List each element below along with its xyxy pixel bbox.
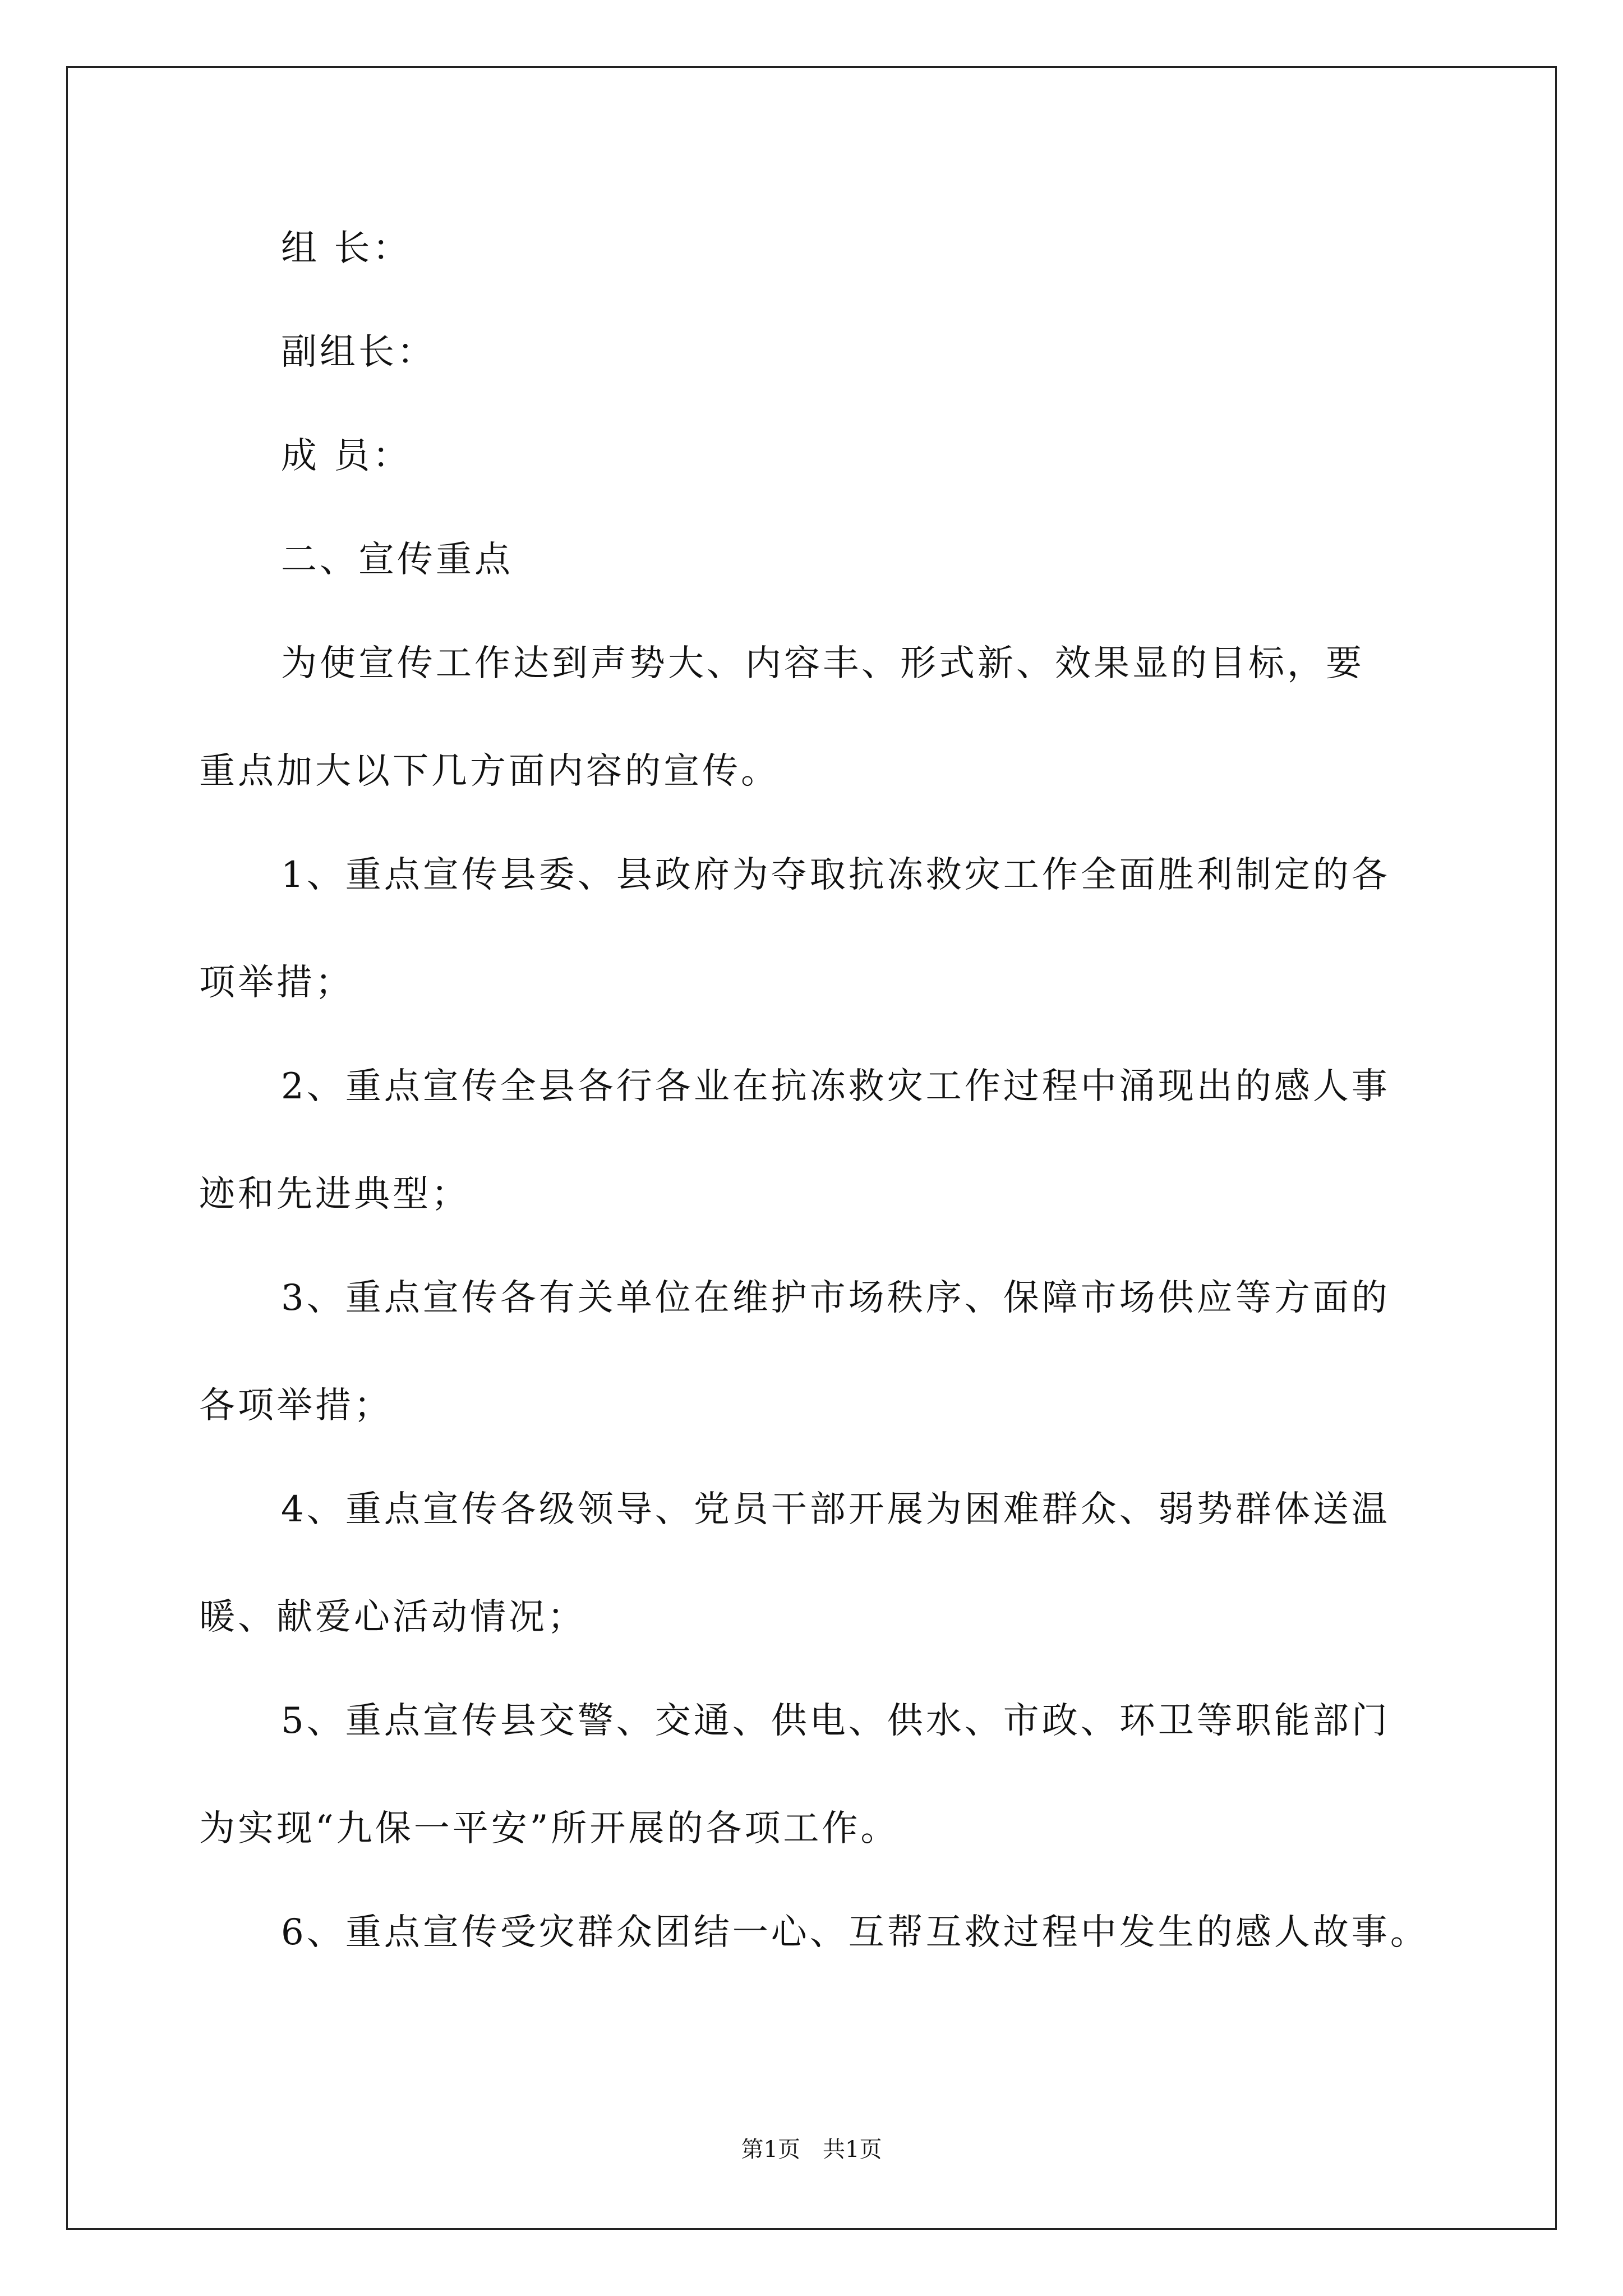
paragraph-line: 重点加大以下几方面内容的宣传。 [199, 751, 780, 792]
deputy-leader-label: 副组长： [281, 332, 436, 373]
list-item-2-line: 2、重点宣传全县各行各业在抗冻救灾工作过程中涌现出的感人事 [281, 1066, 1390, 1107]
members-label: 成 员： [281, 435, 412, 477]
list-item-1-line: 项举措； [199, 962, 354, 1004]
list-item-6-line: 6、重点宣传受灾群众团结一心、互帮互救过程中发生的感人故事。 [281, 1912, 1429, 1953]
section-heading: 二、宣传重点 [281, 539, 513, 581]
list-item-1-line: 1、重点宣传县委、县政府为夺取抗冻救灾工作全面胜利制定的各 [281, 854, 1390, 896]
list-item-5-line: 5、重点宣传县交警、交通、供电、供水、市政、环卫等职能部门 [281, 1700, 1390, 1742]
page-total: 共1页 [823, 2137, 882, 2162]
leader-label: 组 长： [281, 228, 412, 269]
list-item-2-line: 迹和先进典型； [199, 1174, 470, 1215]
list-item-3-line: 3、重点宣传各有关单位在维护市场秩序、保障市场供应等方面的 [281, 1277, 1390, 1319]
list-item-4-line: 暖、献爱心活动情况； [199, 1596, 586, 1638]
list-item-5-line: 为实现“九保一平安”所开展的各项工作。 [199, 1808, 900, 1849]
page-number: 第1页 [741, 2137, 800, 2162]
list-item-4-line: 4、重点宣传各级领导、党员干部开展为困难群众、弱势群体送温 [281, 1489, 1390, 1530]
page-footer [0, 2136, 1623, 2163]
paragraph-line: 为使宣传工作达到声势大、内容丰、形式新、效果显的目标，要 [281, 643, 1364, 684]
list-item-3-line: 各项举措； [199, 1385, 393, 1427]
document-body [199, 222, 1430, 1959]
